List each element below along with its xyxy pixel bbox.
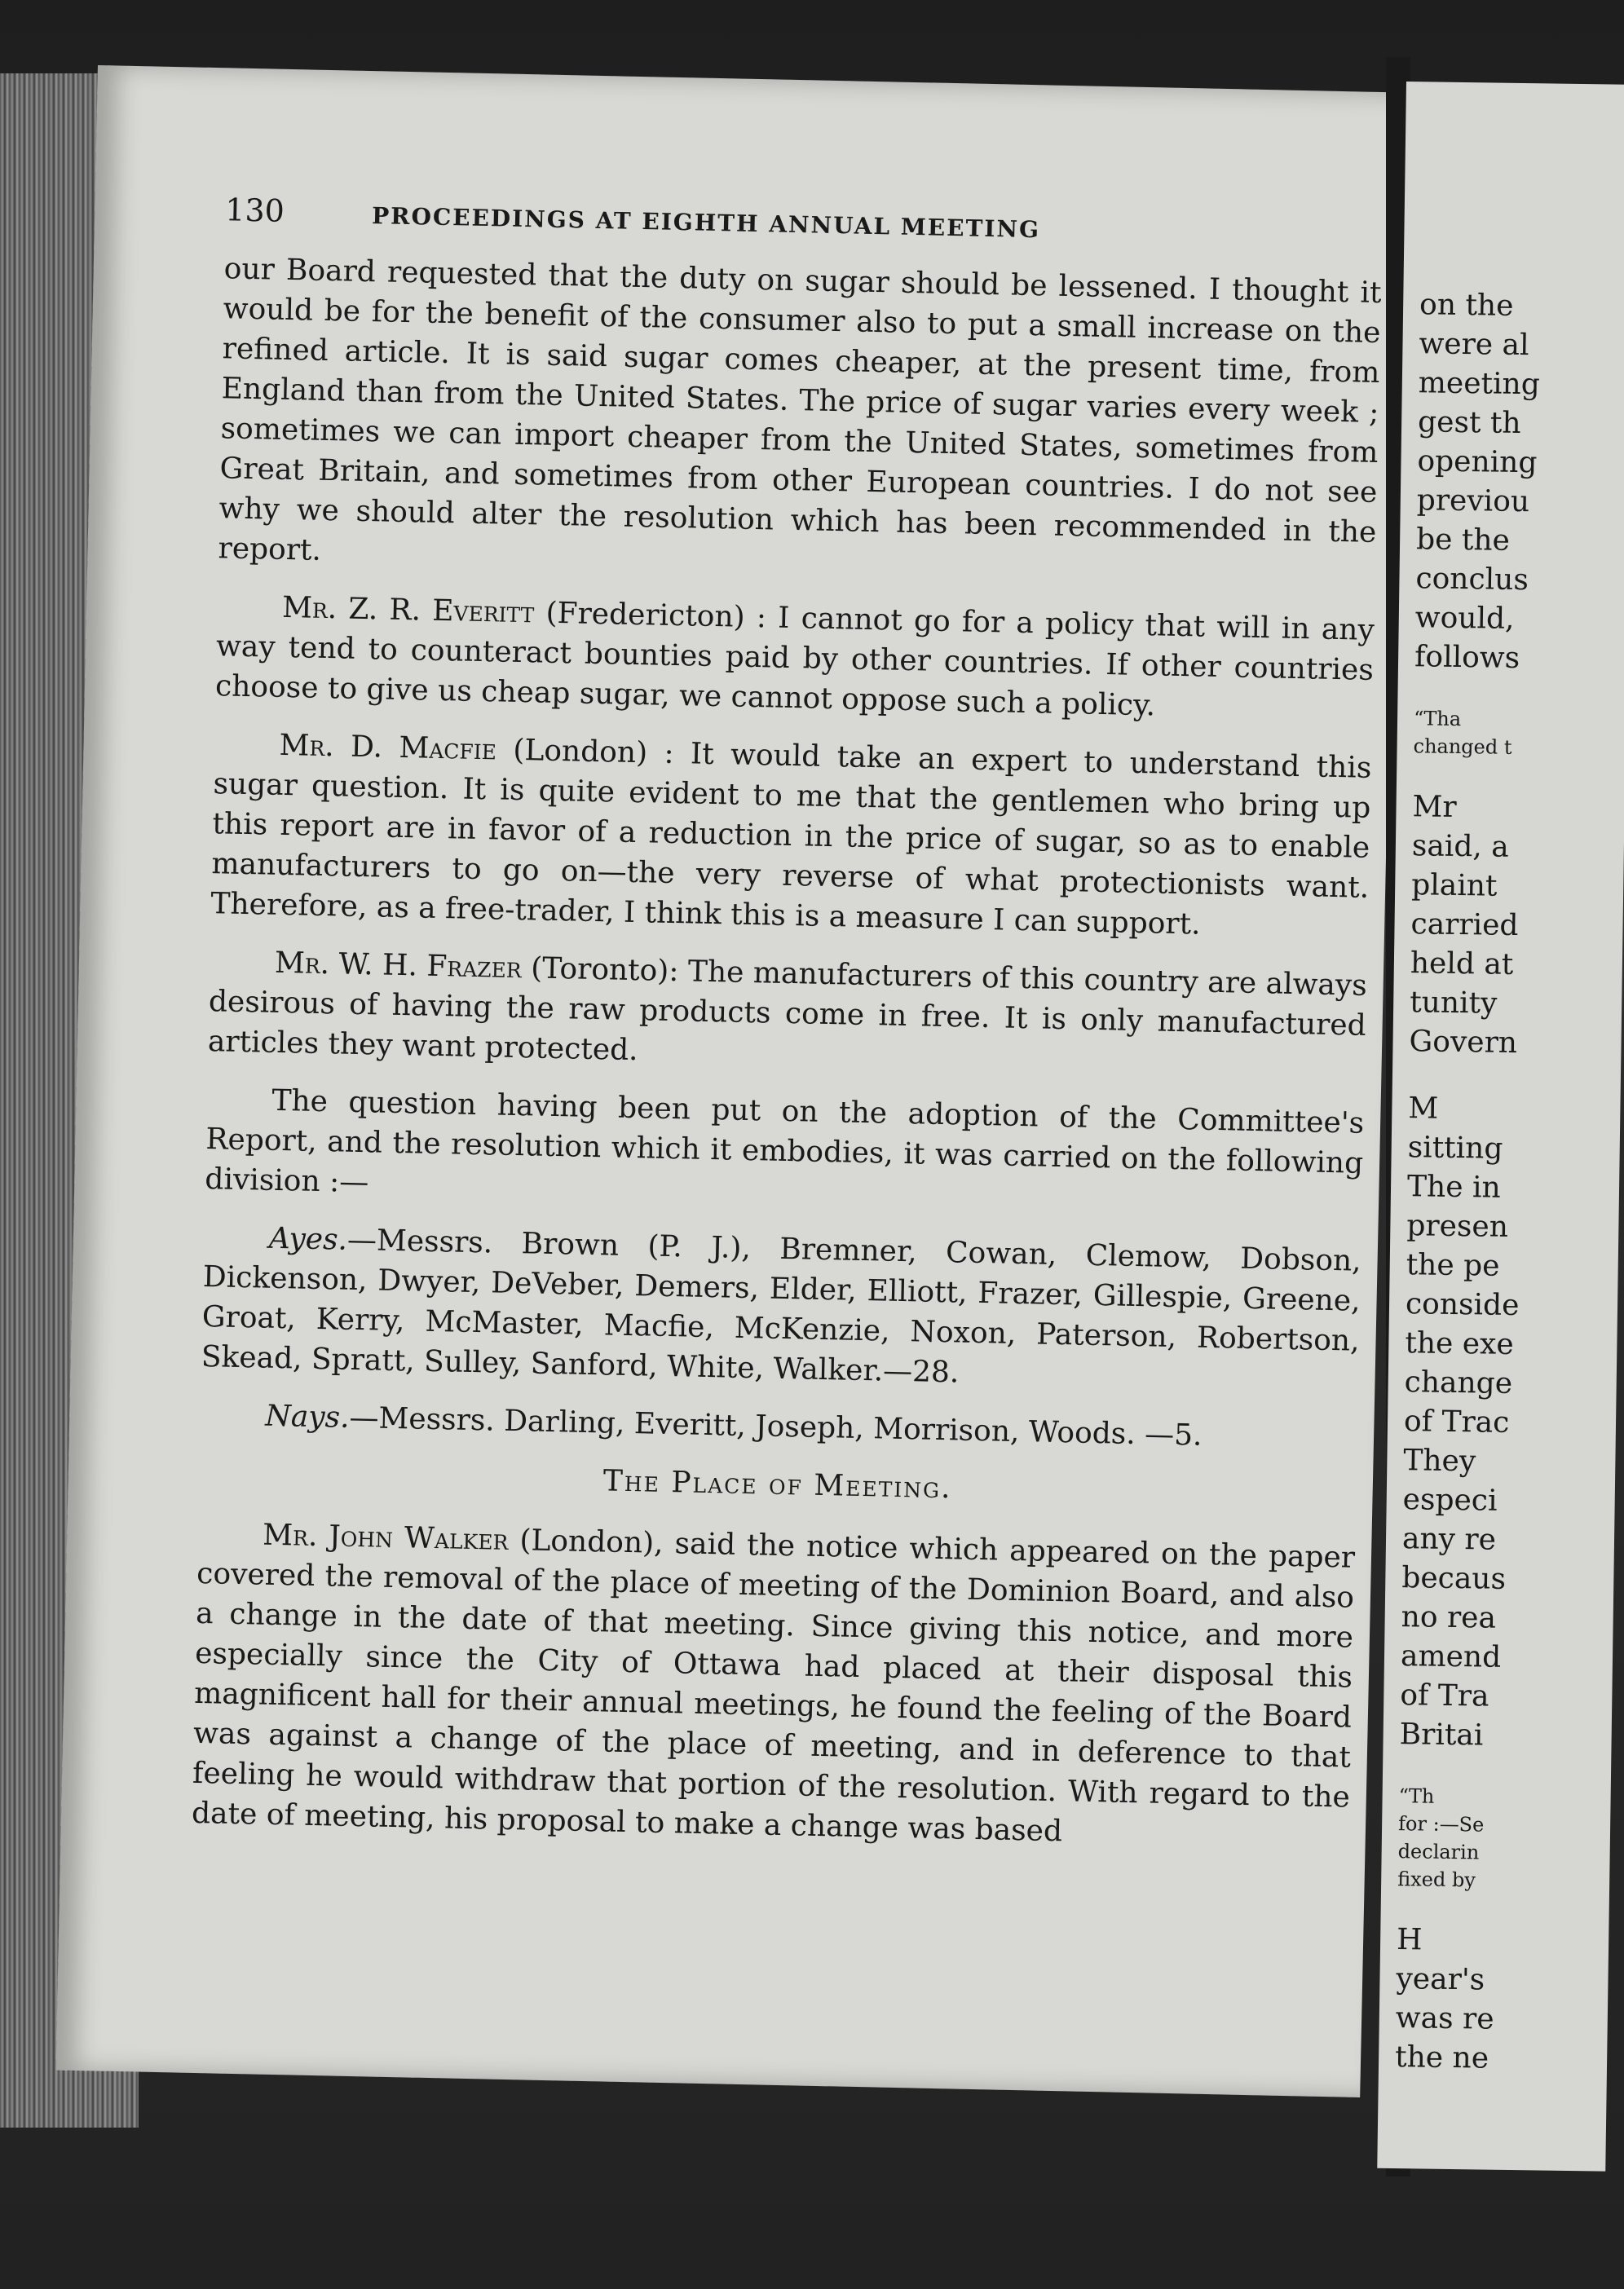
right-line: opening bbox=[1417, 444, 1538, 480]
right-line: The in bbox=[1406, 1170, 1502, 1205]
right-line: any re bbox=[1401, 1522, 1497, 1557]
nays-list: —Messrs. Darling, Everitt, Joseph, Morrison, Woods. —5. bbox=[349, 1400, 1203, 1453]
right-line: of Tra bbox=[1400, 1678, 1489, 1713]
paragraph-1: our Board requested that the duty on sugar should be lessened. I thought it would be for the benefit of the consumer also to put a small increase on the refined article. It is said sugar comes cheaper, at the present time, from England than from the United States. The price of sugar varies every week ; sometimes we can import cheaper from the United States, sometimes from Great Britain, and sometimes from other European countries. I do not see why we should alter the resolution which has been recommended in the report. bbox=[218, 252, 1382, 567]
right-line: Govern bbox=[1409, 1025, 1518, 1061]
right-line: tunity bbox=[1409, 986, 1498, 1021]
paragraph-walker bbox=[192, 1514, 1356, 1858]
right-footnote-line: fixed by bbox=[1397, 1868, 1476, 1892]
right-line: amend bbox=[1400, 1639, 1502, 1674]
right-line: on the bbox=[1419, 288, 1514, 323]
left-book-page bbox=[55, 65, 1401, 2097]
speech-text: (Fredericton) : I cannot go for a policy that will in any way tend to counteract bounties paid by other countries. If other countries choose to give us cheap sugar, we cannot oppose such a policy. bbox=[214, 596, 1375, 723]
nays-label: Nays. bbox=[264, 1399, 350, 1435]
paragraph-nays bbox=[200, 1395, 1358, 1459]
right-book-page bbox=[1377, 82, 1624, 2172]
running-head: PROCEEDINGS AT EIGHTH ANNUAL MEETING bbox=[371, 202, 1041, 244]
right-line: the ne bbox=[1394, 2040, 1489, 2075]
right-line: conside bbox=[1405, 1287, 1520, 1323]
page-number: 130 bbox=[224, 192, 285, 229]
right-footnote-line: for :—Se bbox=[1397, 1812, 1485, 1837]
right-line: follows bbox=[1414, 640, 1520, 676]
speaker-name: Mr. D. Macfie bbox=[279, 728, 497, 767]
right-page-fragments bbox=[1395, 285, 1624, 2080]
right-line: said, a bbox=[1411, 829, 1510, 864]
right-line: the pe bbox=[1406, 1248, 1500, 1283]
ayes-label: Ayes. bbox=[268, 1221, 348, 1257]
spacer bbox=[1399, 1754, 1611, 1785]
right-line: held at bbox=[1410, 946, 1514, 981]
section-title: The Place of Meeting. bbox=[602, 1464, 952, 1506]
right-line: Britai bbox=[1399, 1718, 1484, 1753]
spacer bbox=[1414, 677, 1624, 708]
right-line: year's bbox=[1396, 1962, 1485, 1997]
right-line: previou bbox=[1416, 483, 1530, 519]
speaker-name: Mr. Z. R. Everitt bbox=[281, 590, 535, 630]
paragraph-division: The question having been put on the adoption of the Committee's Report, and the resolution which it embodies, it was carried on the following division :— bbox=[204, 1083, 1365, 1200]
right-line: meeting bbox=[1418, 366, 1541, 402]
right-line: carried bbox=[1410, 907, 1519, 943]
right-footnote-line: declarin bbox=[1397, 1840, 1480, 1864]
paragraph-ayes bbox=[201, 1217, 1361, 1401]
right-footnote-line: “Tha bbox=[1413, 707, 1462, 731]
paragraph-frazer bbox=[207, 942, 1367, 1086]
right-line: Mr bbox=[1412, 790, 1457, 824]
right-line: conclus bbox=[1415, 562, 1529, 598]
speech-text: (London) : It would take an expert to understand this sugar question. It is quite evident to me that the gentlemen who bring up this report are in favor of a reduction in the price of sugar, so as to enable manufacturers to go on—the very reverse of what protectionists want. Therefore, as a free-trader, I think this is a measure I can support. bbox=[210, 733, 1372, 942]
spacer bbox=[1409, 1061, 1621, 1092]
right-line: were al bbox=[1419, 327, 1529, 363]
speaker-name: Mr. W. H. Frazer bbox=[274, 946, 523, 986]
right-line: no rea bbox=[1401, 1600, 1497, 1635]
speaker-name: Mr. John Walker bbox=[262, 1518, 509, 1557]
right-line: They bbox=[1403, 1444, 1476, 1479]
speech-text: (Toronto): The manufacturers of this country are always desirous of having the raw products come in free. It is only manufactured articles they want protected. bbox=[207, 951, 1368, 1068]
right-line: the exe bbox=[1405, 1326, 1514, 1361]
paragraph-macfie bbox=[210, 724, 1372, 948]
ayes-list: —Messrs. Brown (P. J.), Bremner, Cowan, Clemow, Dobson, Dickenson, Dwyer, DeVeber, Demers, Elder, Elliott, Frazer, Gillespie, Greene, Groat, Kerry, McMaster, Macfie, McKenzie, Noxon, Paterson, Robertson, Skead, Spratt, Sulley, Sanford, White, Walker.—28. bbox=[201, 1223, 1362, 1390]
spacer bbox=[1397, 1893, 1609, 1924]
paragraph-everitt bbox=[215, 586, 1375, 730]
right-line: sitting bbox=[1407, 1131, 1503, 1166]
right-line: be the bbox=[1415, 523, 1511, 558]
right-line: presen bbox=[1406, 1209, 1509, 1244]
speech-text: (London), said the notice which appeared on the paper covered the removal of the place of meeting of the Dominion Board, and also a change in the date of that meeting. Since giving this notice, and more especially since the City of Ottawa had placed at their disposal this magnificent hall for their annual meetings, he found the feeling of the Board was against a change of the place of meeting, and in deference to that feeling he would withdraw that portion of the resolution. With regard to the date of meeting, his proposal to make a change was based bbox=[191, 1523, 1356, 1849]
right-line: H bbox=[1396, 1923, 1423, 1957]
right-footnote-line: “Th bbox=[1398, 1784, 1435, 1808]
right-footnote-line: changed t bbox=[1413, 734, 1512, 759]
right-line: M bbox=[1408, 1092, 1439, 1126]
right-line: would, bbox=[1414, 601, 1515, 636]
spacer bbox=[1413, 760, 1624, 791]
right-line: of Trac bbox=[1403, 1405, 1510, 1440]
right-line: plaint bbox=[1410, 868, 1498, 903]
right-line: was re bbox=[1395, 2001, 1494, 2036]
right-line: gest th bbox=[1417, 405, 1521, 441]
right-line: especi bbox=[1402, 1483, 1498, 1518]
right-line: change bbox=[1404, 1365, 1513, 1400]
page-content bbox=[191, 190, 1383, 1875]
right-line: becaus bbox=[1401, 1561, 1507, 1596]
